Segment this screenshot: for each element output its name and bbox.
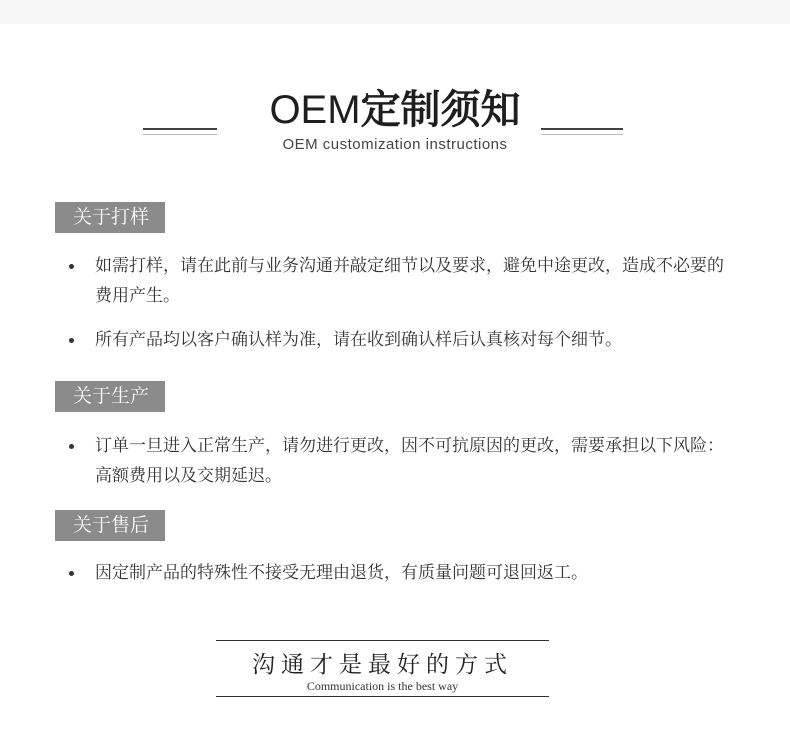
page-title-latin: OEM xyxy=(269,88,361,132)
bullet-icon xyxy=(69,264,74,269)
section-tag-sampling: 关于打样 xyxy=(55,202,165,233)
top-band xyxy=(0,0,790,24)
list-item xyxy=(69,325,735,355)
footer-divider-bottom xyxy=(216,696,549,697)
page-title xyxy=(0,84,790,136)
list-item-text: 所有产品均以客户确认样为准，请在收到确认样后认真核对每个细节。 xyxy=(95,330,622,350)
list-item xyxy=(69,251,735,311)
section-tag-after-sales: 关于售后 xyxy=(55,510,165,541)
list-item xyxy=(69,431,735,491)
footer-divider-top xyxy=(216,640,549,641)
list-item-text: 因定制产品的特殊性不接受无理由退货，有质量问题可退回返工。 xyxy=(95,563,588,583)
bullet-icon xyxy=(69,444,74,449)
page-subtitle: OEM customization instructions xyxy=(282,136,508,153)
bullet-icon xyxy=(69,571,74,576)
list-item xyxy=(69,558,735,588)
list-item-text: 如需打样，请在此前与业务沟通并敲定细节以及要求，避免中途更改，造成不必要的费用产生。 xyxy=(95,256,724,306)
footer-slogan-en: Communication is the best way xyxy=(306,679,459,693)
page-title-cjk: 定制须知 xyxy=(360,87,521,133)
list-item-text: 订单一旦进入正常生产，请勿进行更改，因不可抗原因的更改，需要承担以下风险：高额费用以及交期延迟。 xyxy=(95,436,724,486)
section-tag-production: 关于生产 xyxy=(55,381,165,412)
bullet-icon xyxy=(69,338,74,343)
footer-slogan-cn: 沟通才是最好的方式 xyxy=(252,652,513,678)
